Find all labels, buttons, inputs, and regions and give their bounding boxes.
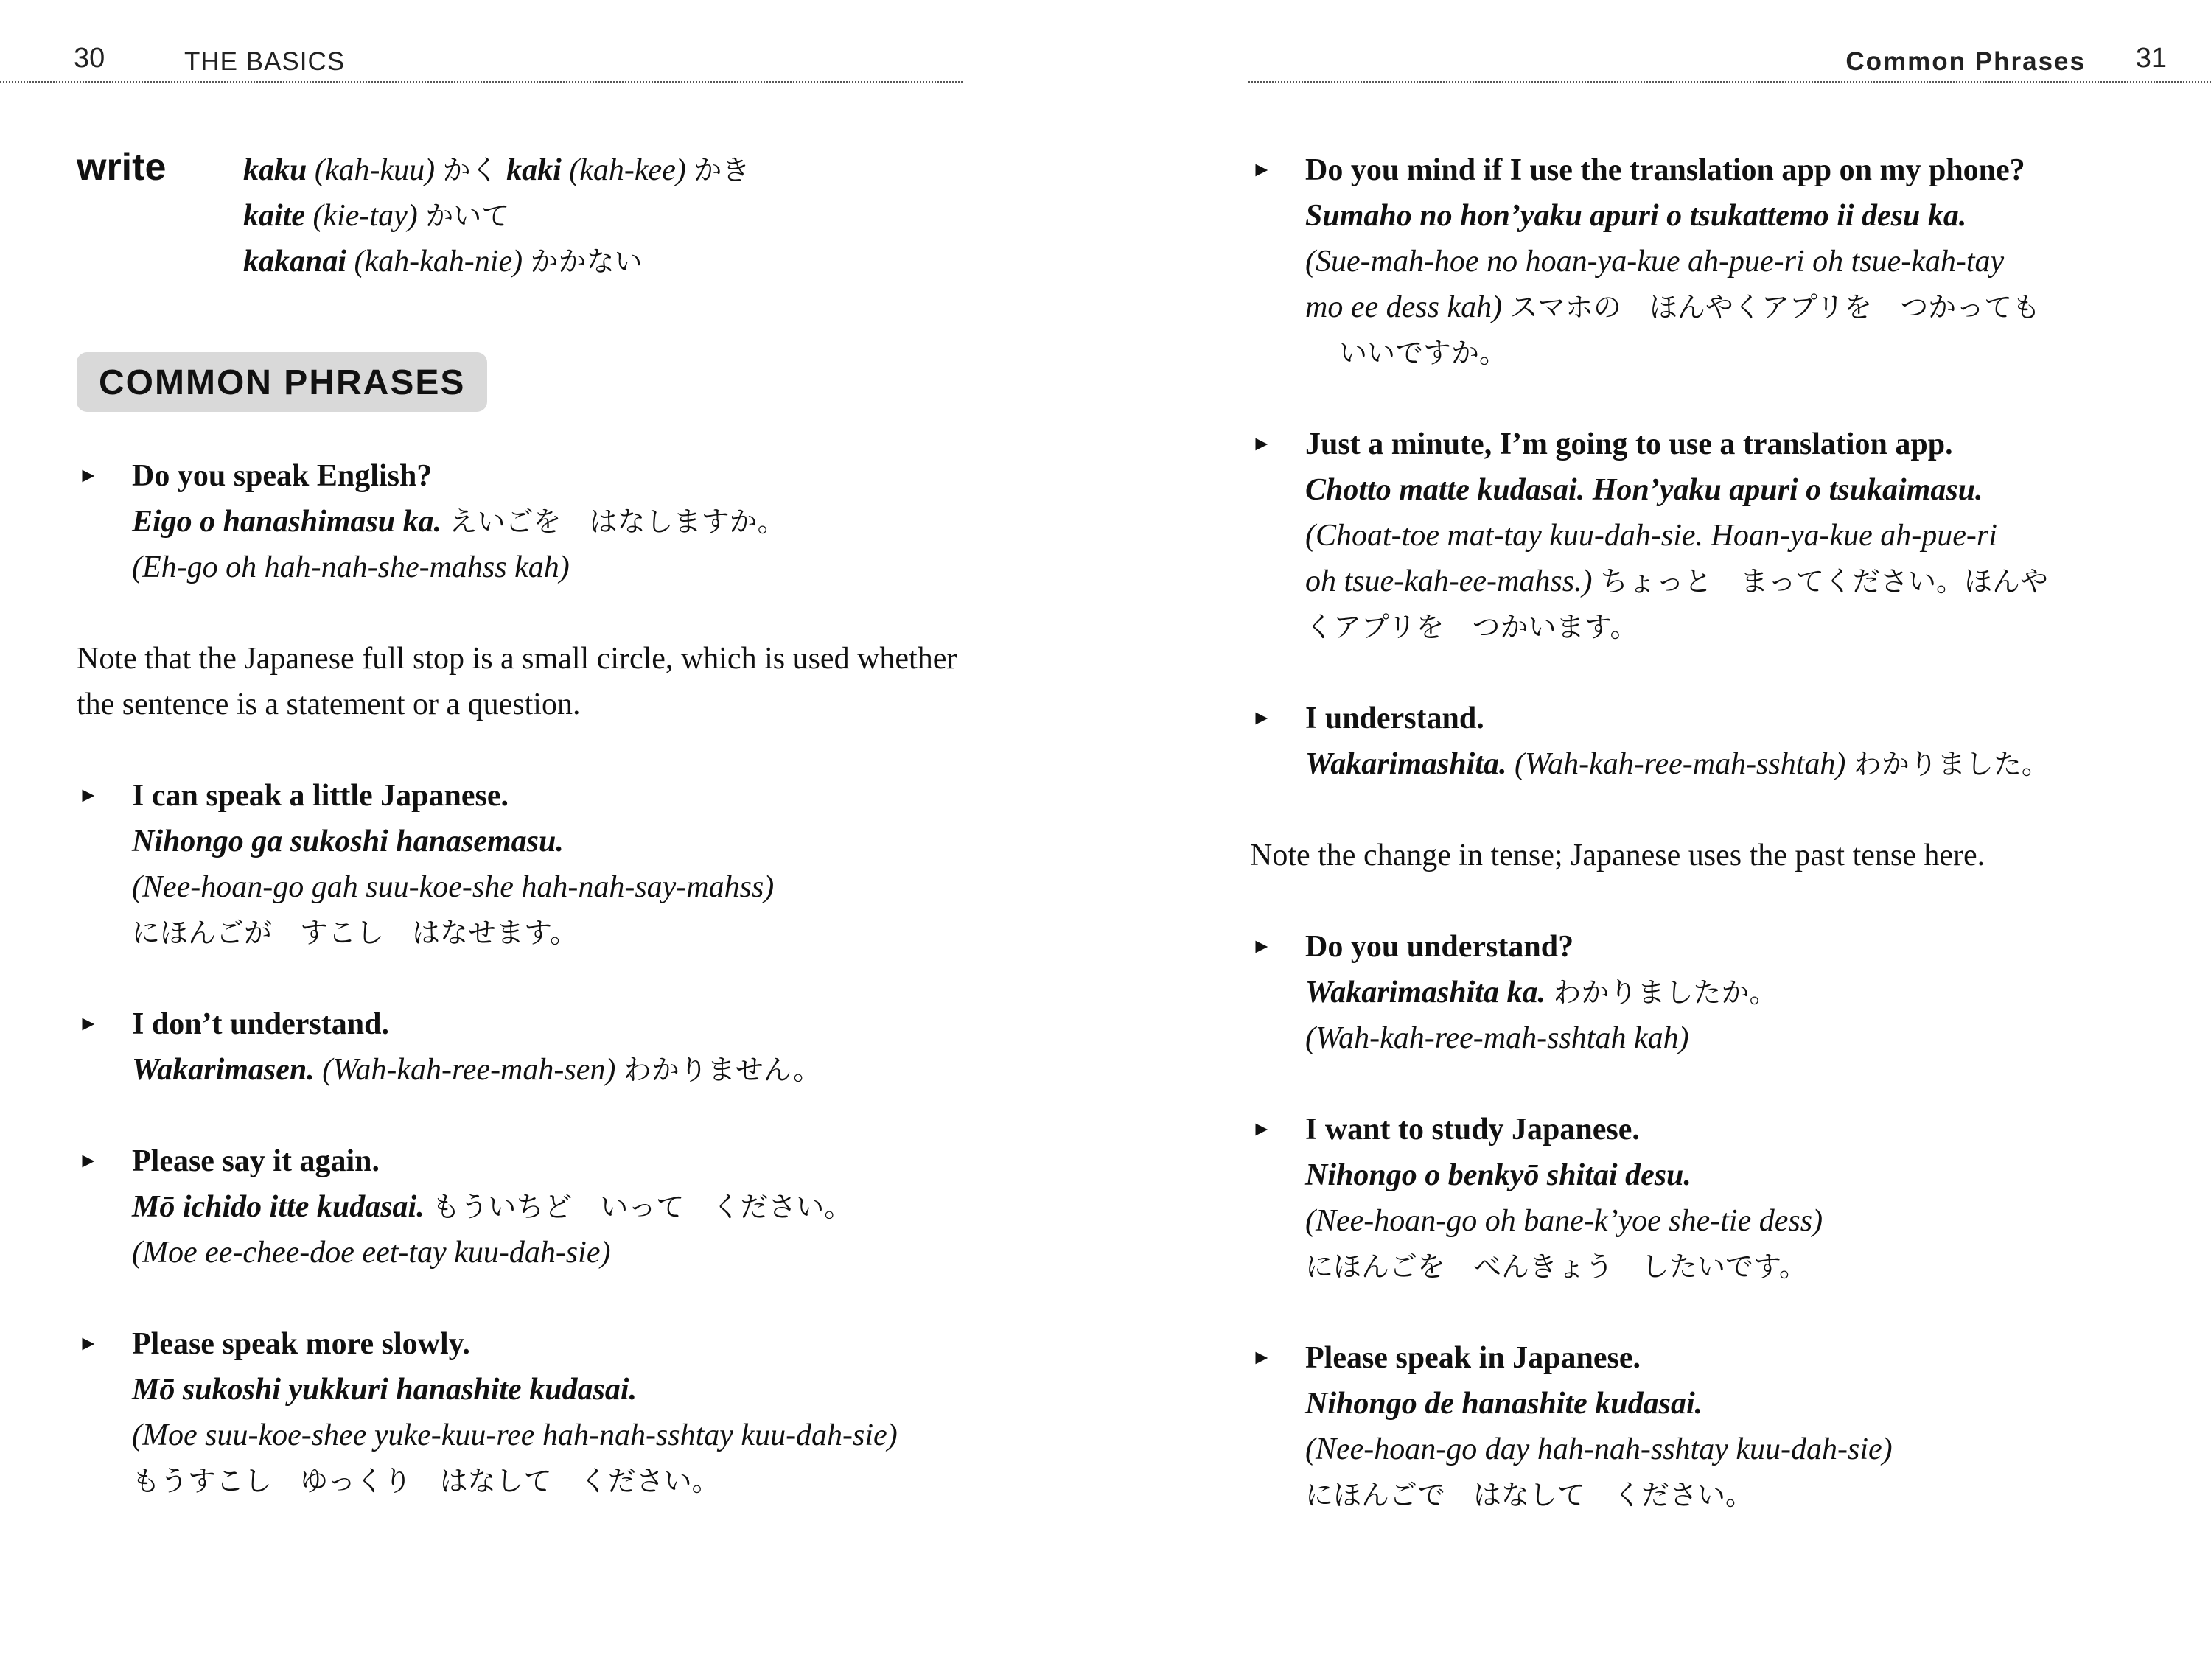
bullet-arrow-icon: ►: [1251, 1346, 1272, 1369]
phrase-kana: いいですか。: [1339, 337, 1508, 369]
vocab-term: write: [77, 146, 167, 189]
page-content: [77, 147, 991, 1550]
phrase-romaji: Wakarimashita.: [1305, 747, 1507, 781]
running-header: [1248, 37, 2211, 83]
bullet-arrow-icon: ►: [78, 1149, 99, 1172]
phrase-kana: にほんごを べんきょう したいです。: [1305, 1250, 1807, 1283]
bullet-arrow-icon: ►: [1251, 935, 1272, 958]
phrase-pronunciation: (Choat-toe mat-tay kuu-dah-sie. Hoan-ya-kue ah-pue-ri: [1305, 519, 1997, 553]
verb-form-kana: かき: [694, 154, 750, 186]
verb-form-romaji: kaki: [506, 153, 562, 187]
verb-form-pronunciation: (kah-kuu): [314, 153, 436, 187]
phrase-pronunciation: (Moe ee-chee-doe eet-tay kuu-dah-sie): [132, 1236, 611, 1270]
phrase-romaji: Wakarimasen.: [132, 1053, 315, 1087]
phrase-english: Please say it again.: [132, 1144, 380, 1178]
phrase-pronunciation: (Wah-kah-ree-mah-sshtah kah): [1305, 1021, 1689, 1055]
bullet-arrow-icon: ►: [1251, 1118, 1272, 1141]
right-page: [1106, 0, 2211, 1680]
phrase-english: Just a minute, I’m going to use a translation app.: [1305, 427, 1953, 461]
phrase-romaji: Sumaho no hon’yaku apuri o tsukattemo ii desu ka.: [1305, 199, 1967, 233]
verb-forms: [243, 147, 750, 284]
bullet-arrow-icon: ►: [1251, 433, 1272, 455]
phrase-kana: にほんごが すこし はなせます。: [132, 917, 578, 949]
phrase-pronunciation: (Sue-mah-hoe no hoan-ya-kue ah-pue-ri oh tsue-kah-tay: [1305, 245, 2005, 279]
phrase-english: Do you speak English?: [132, 459, 433, 493]
page-number: 31: [2135, 43, 2167, 74]
verb-form-pronunciation: (kie-tay): [312, 199, 418, 233]
running-header: [0, 37, 963, 83]
note-paragraph: Note that the Japanese full stop is a small circle, which is used whether the sentence is a statement or a question.: [77, 642, 957, 721]
phrase-entry: [1250, 147, 2186, 376]
verb-form-kana: かいて: [425, 200, 510, 232]
phrase-english: Do you understand?: [1305, 930, 1574, 964]
phrase-kana: ちょっと まってください。ほんや: [1600, 565, 2049, 598]
phrase-entry: [1250, 696, 2186, 787]
phrase-pronunciation: (Moe suu-koe-shee yuke-kuu-ree hah-nah-sshtay kuu-dah-sie): [132, 1418, 898, 1452]
page-content: [1250, 147, 2186, 1564]
phrase-romaji: Eigo o hanashimasu ka.: [132, 505, 442, 539]
running-head-title: Common Phrases: [1845, 47, 2086, 76]
phrase-kana: スマホの ほんやくアプリを つかっても: [1509, 291, 2041, 323]
phrase-kana: わかりました。: [1853, 748, 2050, 780]
phrase-pronunciation: (Nee-hoan-go oh bane-k’yoe she-tie dess): [1305, 1204, 1823, 1238]
phrase-kana: にほんごで はなして ください。: [1305, 1479, 1754, 1511]
phrase-pronunciation: (Wah-kah-ree-mah-sen): [322, 1053, 616, 1087]
phrase-kana: えいごを はなしますか。: [449, 505, 786, 538]
phrase-pronunciation: (Wah-kah-ree-mah-sshtah): [1514, 747, 1846, 781]
verb-form-line: [243, 239, 750, 284]
phrase-kana: もういちど いって ください。: [432, 1191, 853, 1223]
phrase-entry: [77, 1001, 991, 1093]
phrase-pronunciation: oh tsue-kah-ee-mahss.): [1305, 564, 1593, 598]
phrase-english: I don’t understand.: [132, 1007, 389, 1041]
phrase-romaji: Mō ichido itte kudasai.: [132, 1190, 425, 1224]
phrase-english: Please speak more slowly.: [132, 1327, 470, 1361]
phrase-romaji: Nihongo ga sukoshi hanasemasu.: [132, 825, 564, 858]
bullet-arrow-icon: ►: [1251, 158, 1272, 181]
running-head-title: THE BASICS: [184, 47, 346, 76]
bullet-arrow-icon: ►: [1251, 707, 1272, 729]
phrase-entry: [1250, 924, 2186, 1061]
verb-form-line: [243, 147, 750, 193]
phrase-pronunciation: mo ee dess kah): [1305, 290, 1503, 324]
phrase-pronunciation: (Nee-hoan-go day hah-nah-sshtay kuu-dah-sie): [1305, 1432, 1893, 1466]
phrase-english: Do you mind if I use the translation app on my phone?: [1305, 153, 2025, 187]
bullet-arrow-icon: ►: [78, 464, 99, 487]
phrase-english: I can speak a little Japanese.: [132, 779, 509, 813]
verb-form-kana: かく: [442, 154, 499, 186]
section-heading: COMMON PHRASES: [77, 352, 487, 412]
phrase-entry: [77, 1321, 991, 1504]
phrase-entry: [1250, 421, 2186, 650]
phrase-entry: [77, 453, 991, 590]
note-paragraph: Note the change in tense; Japanese uses the past tense here.: [1250, 839, 1985, 872]
phrase-entry: [1250, 1335, 2186, 1518]
bullet-arrow-icon: ►: [78, 784, 99, 807]
phrase-romaji: Nihongo o benkyō shitai desu.: [1305, 1158, 1691, 1192]
vocab-entry-write: [77, 147, 991, 284]
bullet-arrow-icon: ►: [78, 1332, 99, 1355]
verb-form-kana: かかない: [530, 245, 643, 278]
verb-form-romaji: kakanai: [243, 245, 347, 279]
bullet-arrow-icon: ►: [78, 1012, 99, 1035]
phrase-pronunciation: (Nee-hoan-go gah suu-koe-she hah-nah-say-mahss): [132, 870, 775, 904]
phrase-romaji: Mō sukoshi yukkuri hanashite kudasai.: [132, 1373, 638, 1407]
phrase-entry: [1250, 1107, 2186, 1289]
verb-form-romaji: kaite: [243, 199, 305, 233]
phrase-pronunciation: (Eh-go oh hah-nah-she-mahss kah): [132, 550, 570, 584]
phrase-kana: くアプリを つかいます。: [1305, 611, 1638, 643]
phrase-english: I want to study Japanese.: [1305, 1113, 1640, 1147]
verb-form-pronunciation: (kah-kee): [569, 153, 686, 187]
verb-form-line: [243, 193, 750, 239]
phrase-romaji: Chotto matte kudasai. Hon’yaku apuri o tsukaimasu.: [1305, 473, 1983, 507]
phrase-kana: わかりましたか。: [1553, 976, 1778, 1009]
verb-form-romaji: kaku: [243, 153, 307, 187]
phrase-english: Please speak in Japanese.: [1305, 1341, 1641, 1375]
phrase-kana: もうすこし ゆっくり はなして ください。: [132, 1465, 720, 1497]
phrase-entry: [77, 773, 991, 956]
phrase-romaji: Wakarimashita ka.: [1305, 976, 1545, 1009]
verb-form-pronunciation: (kah-kah-nie): [354, 245, 523, 279]
phrase-romaji: Nihongo de hanashite kudasai.: [1305, 1387, 1703, 1421]
page-number: 30: [74, 43, 105, 74]
phrase-kana: わかりません。: [623, 1054, 822, 1086]
phrase-english: I understand.: [1305, 701, 1484, 735]
phrase-entry: [77, 1138, 991, 1275]
